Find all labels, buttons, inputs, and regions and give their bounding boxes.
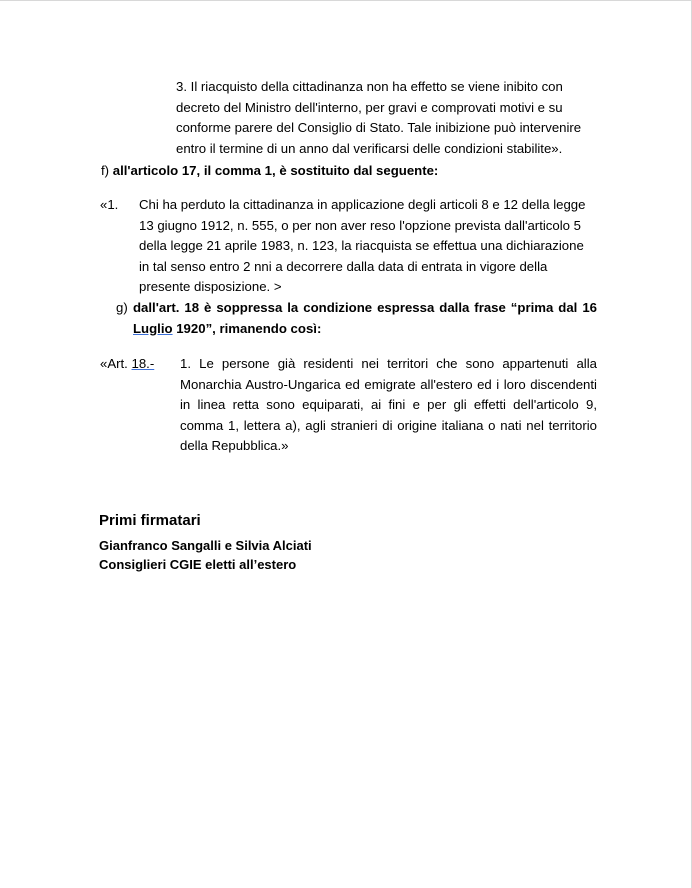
article-18-marker-prefix: «Art. (100, 356, 132, 371)
paragraph-3-line-3: conforme parere del Consiglio di Stato. Tale inibizione può intervenire (176, 120, 582, 135)
item-g-text-after: 1920”, rimanendo così: (172, 320, 322, 336)
item-f-text: all'articolo 17, il comma 1, è sostituito dal seguente: (112, 163, 439, 178)
item-g-text (133, 298, 597, 339)
quote-comma-1-marker: «1. (100, 197, 119, 212)
item-g-marker: g) (116, 300, 128, 315)
quote-comma-1-line-2: 13 giugno 1912, n. 555, o per non aver reso l'opzione prevista dall'articolo 5 (139, 217, 581, 233)
paragraph-3 (176, 77, 616, 159)
signers-title: Primi firmatari (99, 512, 201, 529)
item-g-underlined-word: Luglio (133, 320, 173, 336)
paragraph-3-line-4: entro il termine di un anno dal verificarsi delle condizioni stabilite». (176, 140, 563, 156)
item-f-marker: f) (101, 163, 110, 178)
quote-comma-1-body (139, 195, 609, 298)
quote-comma-1-line-4: in tal senso entro 2 nni a decorrere dalla data di entrata in vigore della (139, 258, 548, 274)
page-border-top (0, 0, 692, 1)
article-18-text: 1. Le persone già residenti nei territori che sono appartenuti alla Monarchia Austro-Ungarica ed emigrate all'estero ed i loro discendenti in linea retta sono equiparati, ai fini e per gli effetti dell'articolo 9, comma 1, lettera a), agli stranieri di origine italiana o nati nel territorio della Repubblica.» (180, 356, 597, 453)
signers-names: Gianfranco Sangalli e Silvia Alciati (99, 538, 312, 553)
signers-role: Consiglieri CGIE eletti all’estero (99, 557, 297, 572)
paragraph-3-line-1: 3. Il riacquisto della cittadinanza non ha effetto se viene inibito con (176, 79, 563, 94)
quote-comma-1-line-1: Chi ha perduto la cittadinanza in applicazione degli articoli 8 e 12 della legge (139, 197, 586, 212)
article-18-marker-number: 18.- (131, 356, 155, 371)
item-f (101, 161, 601, 182)
quote-comma-1-line-5: presente disposizione. > (139, 279, 282, 294)
paragraph-3-line-2: decreto del Ministro dell'interno, per gravi e comprovati motivi e su (176, 99, 563, 115)
quote-comma-1-line-3: della legge 21 aprile 1983, n. 123, la riacquista se effettua una dichiarazione (139, 238, 584, 253)
article-18-marker (100, 354, 154, 375)
item-g-text-before: dall'art. 18 è soppressa la condizione espressa dalla frase “prima dal 16 (133, 300, 597, 315)
